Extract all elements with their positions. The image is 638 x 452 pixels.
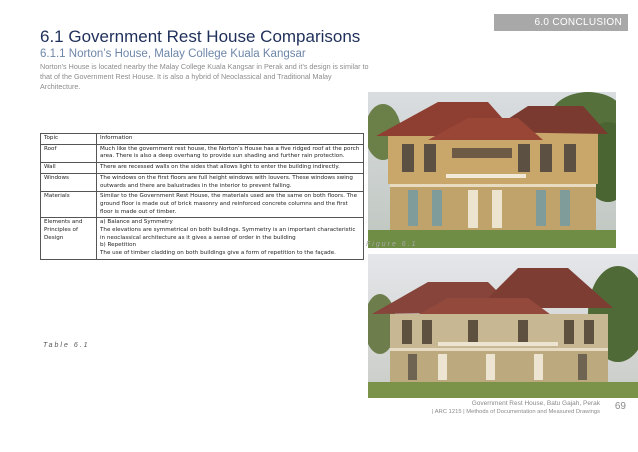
row-topic: Materials	[41, 192, 97, 218]
table-row	[41, 192, 364, 218]
intro-paragraph: Norton’s House is located nearby the Malay College Kuala Kangsar in Perak and it’s design is similar to that of the Government Rest House. It is also a hybrid of Neoclassical and Traditional Malay Architecture.	[40, 62, 369, 91]
row-info	[97, 218, 364, 260]
row-info: The windows on the first floors are full height windows with louvers. These windows swing outwards and there are balustrades in the interior to prevent falling.	[97, 173, 364, 191]
table-row	[41, 163, 364, 174]
page-subtitle: 6.1.1 Norton’s House, Malay College Kuala Kangsar	[40, 48, 306, 60]
rest-house-photo	[368, 254, 638, 398]
row-topic: Roof	[41, 144, 97, 162]
table-header-row	[41, 134, 364, 145]
row-info: Much like the government rest house, the Norton’s House has a five ridged roof at the porch area. There is also a deep overhang to provide sun shading and further rain protection.	[97, 144, 364, 162]
norton-house-photo	[368, 92, 616, 248]
design-line: The elevations are symmetrical on both buildings. Symmetry is an important characteristic in neoclassical architecture as it gives a sense of order in the building	[100, 227, 356, 241]
design-line: The use of timber cladding on both buildings give a form of repetition to the façade.	[100, 250, 336, 257]
table-caption: Table 6.1	[43, 342, 90, 349]
comparison-table	[40, 133, 364, 260]
footer-location: Government Rest House, Batu Gajah, Perak	[471, 400, 600, 407]
row-info: Similar to the Government Rest House, the materials used are the same on both floors. The ground floor is made out of brick masonry and reinforced concrete columns and the first floor is made out of timber.	[97, 192, 364, 218]
row-topic: Elements and Principles of Design	[41, 218, 97, 260]
design-line: b) Repetition	[100, 242, 137, 249]
page-title: 6.1 Government Rest House Comparisons	[40, 27, 361, 46]
table-row	[41, 218, 364, 260]
table-row	[41, 173, 364, 191]
figure-caption: Figure 6.1	[366, 241, 418, 248]
row-topic: Windows	[41, 173, 97, 191]
header-information: Information	[97, 134, 364, 145]
page-number: 69	[614, 401, 626, 412]
row-topic: Wall	[41, 163, 97, 174]
row-info: There are recessed walls on the sides that allows light to enter the building indirectly.	[97, 163, 364, 174]
section-tag: 6.0 CONCLUSION	[494, 14, 628, 31]
header-topic: Topic	[41, 134, 97, 145]
footer-course: | ARC 1215 | Methods of Documentation and Measured Drawings	[432, 409, 600, 415]
table-row	[41, 144, 364, 162]
design-line: a) Balance and Symmetry	[100, 219, 173, 226]
